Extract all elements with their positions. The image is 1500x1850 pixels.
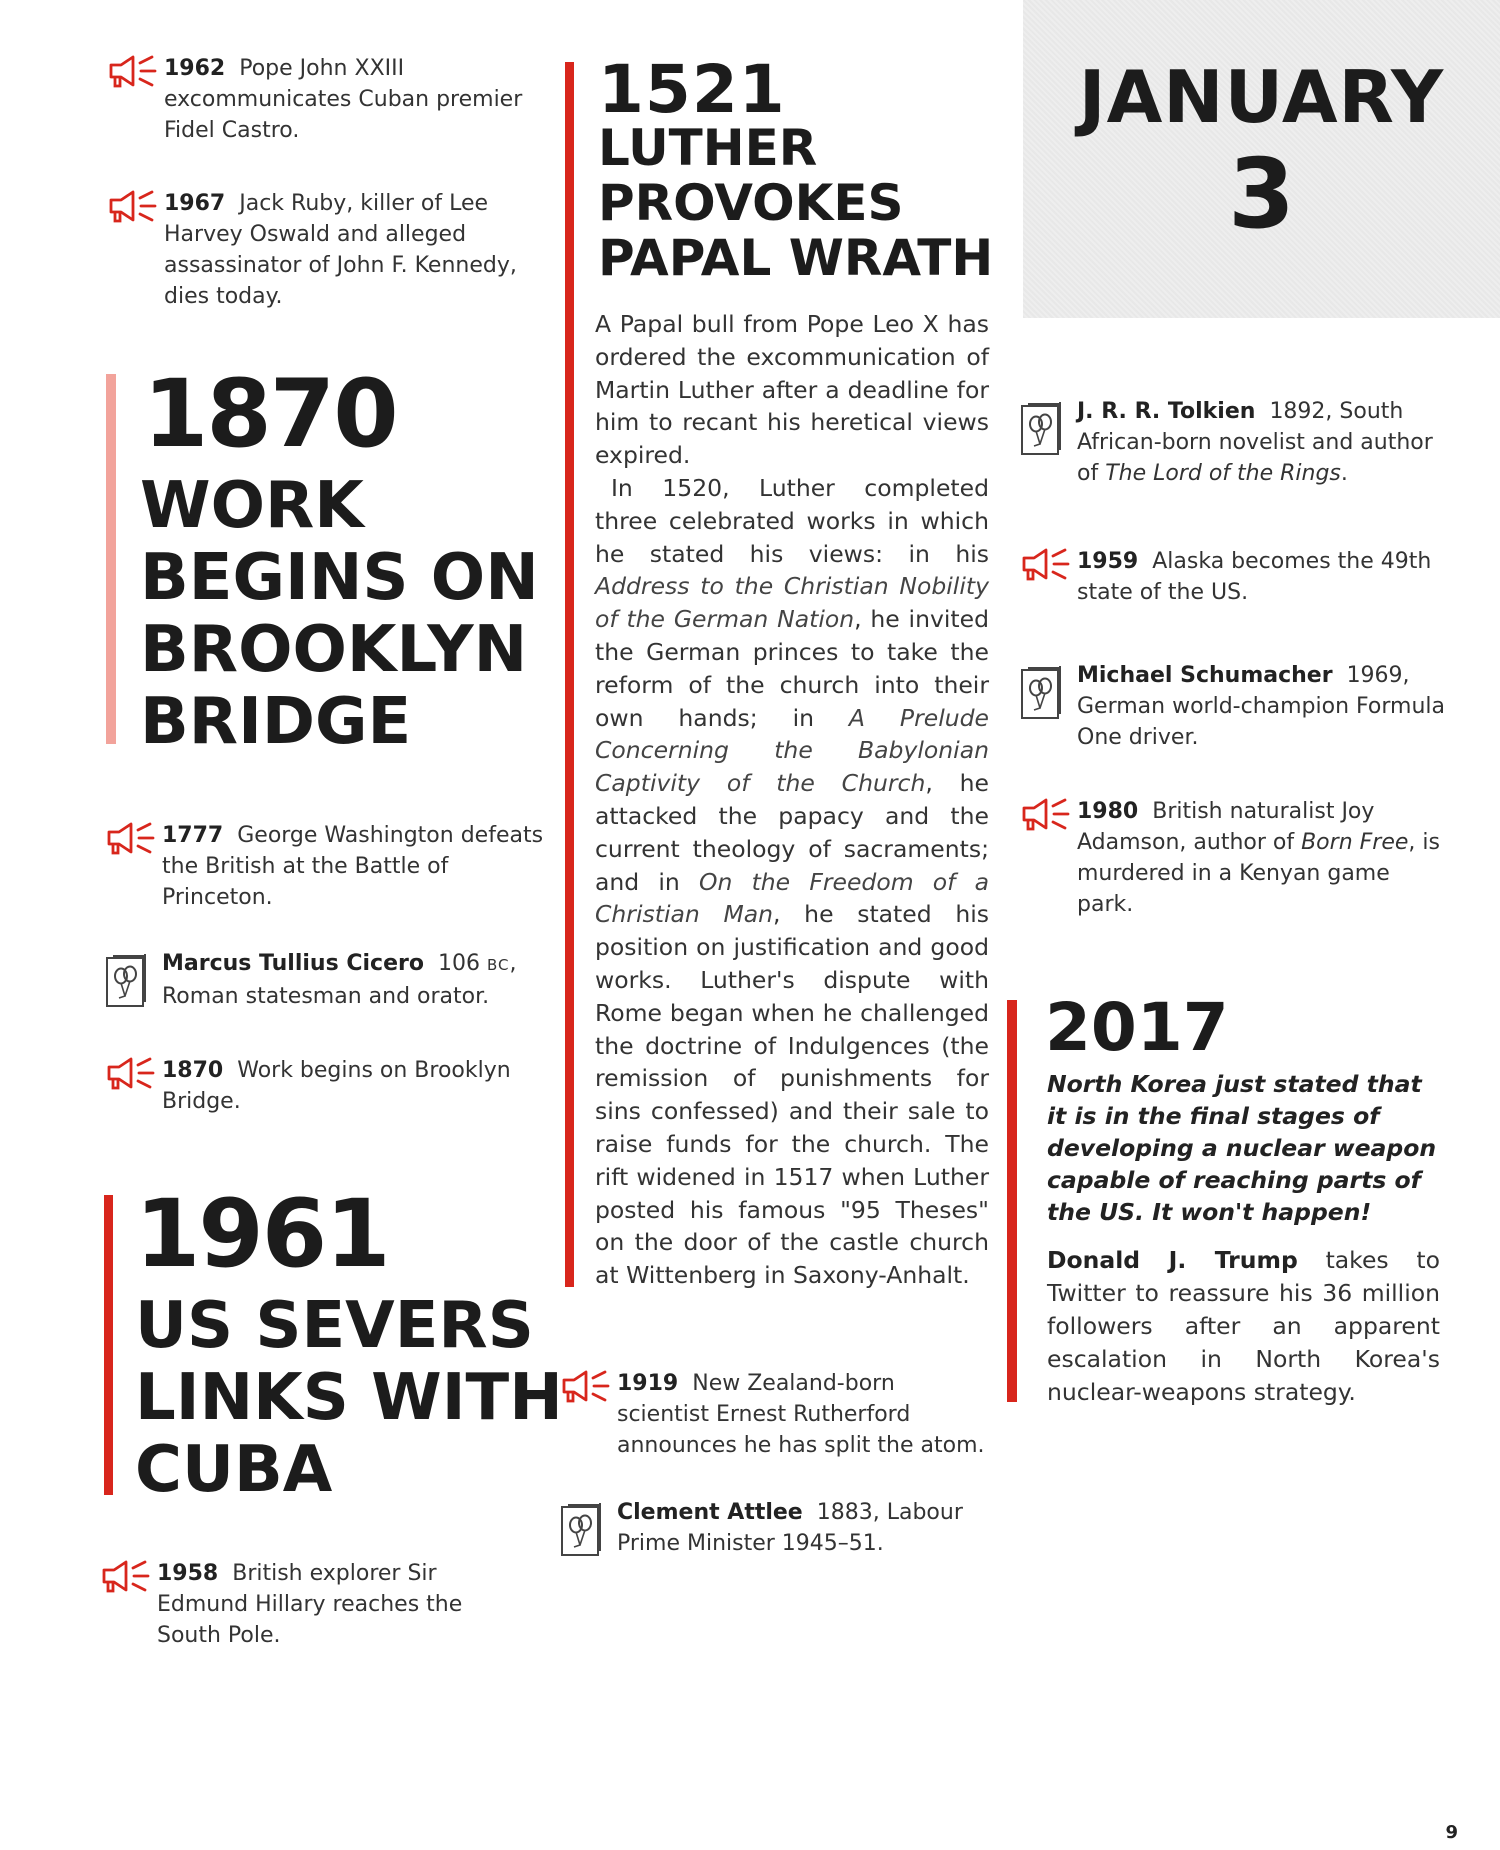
birth-text: 1892, South African-born novelist and author of (1077, 399, 1433, 486)
headline-line: CUBA (135, 1433, 333, 1507)
birth-text: 1969, German world-champion Formula One driver. (1077, 663, 1445, 750)
balloons-card-icon (1020, 664, 1064, 720)
event-entry-1870 (105, 1055, 545, 1117)
headline-1961-title (135, 1290, 563, 1506)
megaphone-icon (107, 190, 157, 224)
event-text-title: Born Free (1301, 830, 1409, 855)
headline-line: PAPAL WRATH (598, 229, 994, 287)
event-text: Work begins on Brooklyn Bridge. (162, 1058, 511, 1114)
event-entry-1959 (1020, 546, 1450, 608)
article-luther (595, 308, 989, 1292)
date-panel (1023, 0, 1500, 318)
event-entry-1962 (107, 53, 537, 146)
event-year: 1962 (164, 56, 226, 81)
megaphone-icon (560, 1370, 610, 1404)
event-year: 1919 (617, 1371, 679, 1396)
event-text: Jack Ruby, killer of Lee Harvey Oswald and alleged assassinator of John F. Kennedy, dies today. (164, 191, 517, 309)
event-entry-1958 (100, 1558, 530, 1651)
event-text: Alaska becomes the 49th state of the US. (1077, 549, 1432, 605)
headline-line: PROVOKES (598, 174, 904, 232)
birth-name: J. R. R. Tolkien (1077, 399, 1256, 424)
event-text: New Zealand-born scientist Ernest Rutherford announces he has split the atom. (617, 1371, 985, 1458)
balloons-card-icon (560, 1501, 604, 1557)
headline-line: BROOKLYN (140, 613, 528, 687)
birth-entry-cicero: Marcus Tullius Cicero 106 BC, Roman statesman and orator. (105, 948, 545, 1012)
headline-year-1521: 1521 (598, 51, 786, 128)
article-paragraph: A Papal bull from Pope Leo X has ordered the excommunication of Martin Luther after a deadline for him to recant his heretical views expired. (595, 310, 989, 470)
headline-accent-bar (106, 374, 116, 744)
megaphone-icon (105, 822, 155, 856)
event-entry-1980: 1980 British naturalist Joy Adamson, author of Born Free, is murdered in a Kenyan game park. (1020, 796, 1450, 920)
trump-quote: North Korea just stated that it is in the final stages of developing a nuclear weapon capable of reaching parts of the US. It won't happen! (1047, 1070, 1437, 1226)
headline-1521-title (598, 121, 993, 286)
headline-line: BRIDGE (140, 685, 412, 759)
event-text: George Washington defeats the British at the Battle of Princeton. (162, 823, 544, 910)
event-year: 1777 (162, 823, 224, 848)
event-text: British explorer Sir Edmund Hillary reaches the South Pole. (157, 1561, 463, 1648)
birth-text: Roman statesman and orator. (162, 984, 490, 1009)
balloons-card-icon (105, 952, 149, 1008)
event-year: 1870 (162, 1058, 224, 1083)
headline-line: LUTHER (598, 119, 818, 177)
event-year: 1980 (1077, 799, 1139, 824)
event-entry-1967 (107, 188, 537, 312)
birth-name: Clement Attlee (617, 1500, 803, 1525)
megaphone-icon (100, 1560, 150, 1594)
event-year: 1959 (1077, 549, 1139, 574)
birth-name: Marcus Tullius Cicero (162, 951, 424, 976)
page-number: 9 (1445, 1822, 1458, 1843)
date-month: JANUARY (1078, 55, 1445, 139)
headline-year-1961: 1961 (135, 1180, 389, 1289)
event-text: British naturalist Joy Adamson, author of (1077, 799, 1375, 855)
megaphone-icon (105, 1057, 155, 1091)
birth-text-title: The Lord of the Rings (1105, 461, 1341, 486)
megaphone-icon (1020, 798, 1070, 832)
birth-era: BC (486, 956, 510, 974)
megaphone-icon (1020, 548, 1070, 582)
event-text: Pope John XXIII excommunicates Cuban premier Fidel Castro. (164, 56, 523, 143)
speaker-name: Donald J. Trump (1047, 1246, 1298, 1274)
article-paragraph: In 1520, Luther completed three celebrated works in which he stated his views: in his Address to the Christian Nobility of the German Nation, he invited the German princes to take the reform of the church into their own hands; in A Prelude Concerning the Babylonian Captivity of the Church, he attacked the papacy and the current theology of sacraments; and in On the Freedom of a Christian Man, he stated his position on justification and good works. Luther's dispute with Rome began when he challenged the doctrine of Indulgences (the remission of punishments for sins confessed) and their sale to raise funds for the church. The rift widened in 1517 when Luther posted his famous "95 Theses" on the door of the castle church at Wittenberg in Saxony-Anhalt. (595, 473, 990, 1290)
event-entry-1919 (560, 1368, 990, 1461)
birth-name: Michael Schumacher (1077, 663, 1333, 688)
event-entry-1777 (105, 820, 545, 913)
headline-accent-bar (565, 62, 574, 1287)
headline-accent-bar (104, 1195, 113, 1495)
event-year: 1958 (157, 1561, 219, 1586)
birth-entry-schumacher (1020, 660, 1450, 753)
birth-entry-tolkien: J. R. R. Tolkien 1892, South African-born novelist and author of The Lord of the Rings. (1020, 396, 1460, 489)
headline-line: BEGINS ON (140, 541, 539, 615)
birth-text: 1883, Labour Prime Minister 1945–51. (617, 1500, 963, 1556)
birth-entry-attlee (560, 1497, 980, 1559)
headline-year-2017: 2017 (1045, 989, 1229, 1066)
birth-year: 106 (437, 951, 480, 976)
date-day: 3 (1228, 138, 1295, 250)
headline-accent-bar (1007, 1000, 1017, 1402)
trump-paragraph (1047, 1244, 1440, 1409)
headline-1870-title (140, 470, 539, 758)
headline-line: LINKS WITH (135, 1361, 563, 1435)
event-year: 1967 (164, 191, 226, 216)
megaphone-icon (107, 55, 157, 89)
headline-line: WORK (140, 469, 364, 543)
headline-line: US SEVERS (135, 1289, 534, 1363)
balloons-card-icon (1020, 400, 1064, 456)
trump-body: takes to Twitter to reassure his 36 million followers after an apparent escalation in North Korea's nuclear-weapons strategy. (1047, 1246, 1440, 1406)
headline-year-1870: 1870 (143, 360, 397, 469)
